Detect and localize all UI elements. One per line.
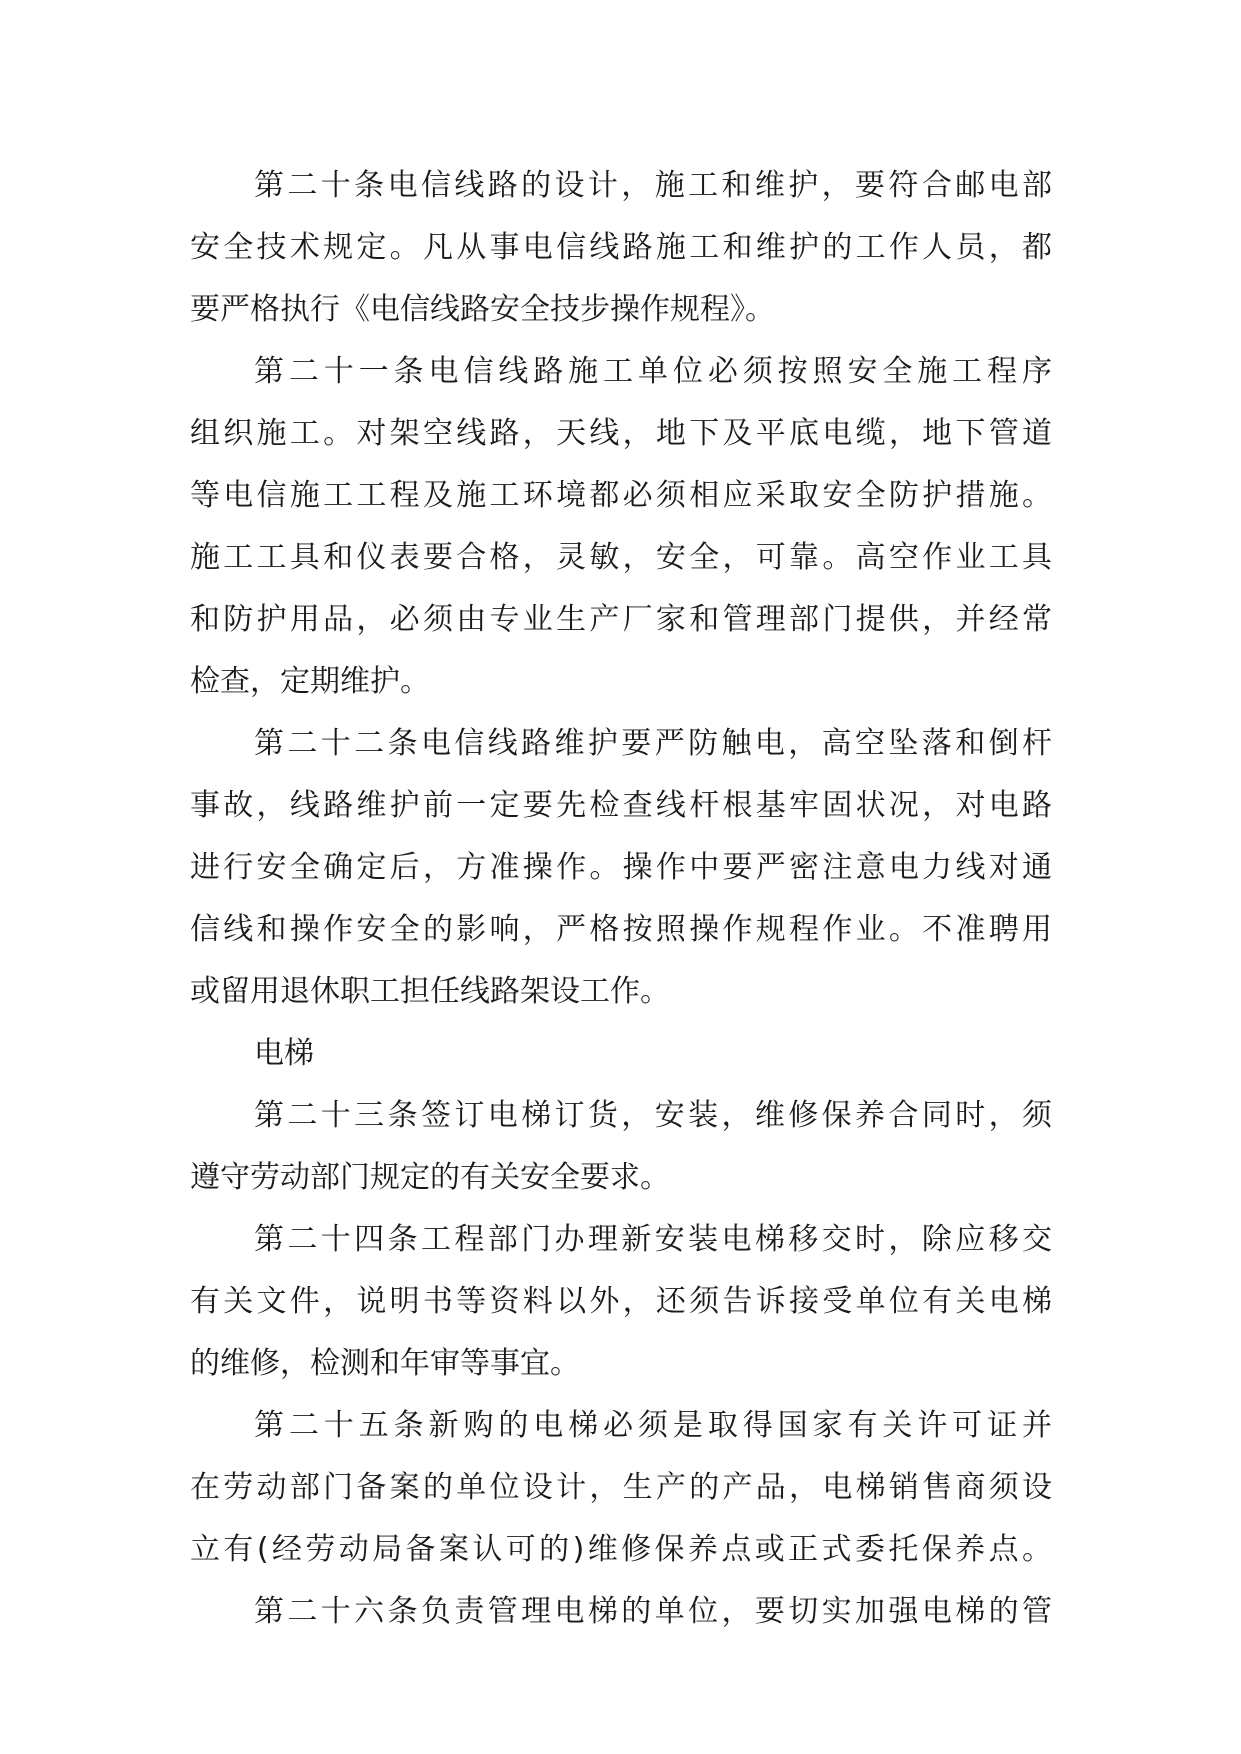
text-line: 或留用退休职工担任线路架设工作。 — [190, 974, 670, 1009]
text-line: 事故，线路维护前一定要先检查线杆根基牢固状况，对电路 — [190, 788, 1052, 823]
document-body — [190, 155, 1052, 1643]
text-line: 施工工具和仪表要合格，灵敏，安全，可靠。高空作业工具 — [190, 540, 1052, 575]
text-line: 信线和操作安全的影响，严格按照操作规程作业。不准聘用 — [190, 912, 1052, 947]
text-line: 第二十五条新购的电梯必须是取得国家有关许可证并 — [254, 1408, 1052, 1443]
text-line: 组织施工。对架空线路，天线，地下及平底电缆，地下管道 — [190, 416, 1052, 451]
text-line: 第二十条电信线路的设计，施工和维护，要符合邮电部 — [254, 168, 1052, 203]
text-line: 第二十四条工程部门办理新安装电梯移交时，除应移交 — [254, 1222, 1052, 1257]
text-line: 遵守劳动部门规定的有关安全要求。 — [190, 1160, 670, 1195]
text-line: 在劳动部门备案的单位设计，生产的产品，电梯销售商须设 — [190, 1470, 1052, 1505]
text-line: 要严格执行《电信线路安全技步操作规程》。 — [190, 292, 775, 327]
text-line: 安全技术规定。凡从事电信线路施工和维护的工作人员，都 — [190, 230, 1052, 265]
text-line: 有关文件，说明书等资料以外，还须告诉接受单位有关电梯 — [190, 1284, 1052, 1319]
text-line: 电梯 — [254, 1036, 314, 1071]
text-line: 第二十二条电信线路维护要严防触电，高空坠落和倒杆 — [254, 726, 1052, 761]
text-line: 等电信施工工程及施工环境都必须相应采取安全防护措施。 — [190, 478, 1052, 513]
text-line: 立有(经劳动局备案认可的)维修保养点或正式委托保养点。 — [190, 1532, 1052, 1567]
text-line: 和防护用品，必须由专业生产厂家和管理部门提供，并经常 — [190, 602, 1052, 637]
text-line: 第二十一条电信线路施工单位必须按照安全施工程序 — [254, 354, 1052, 389]
text-line: 进行安全确定后，方准操作。操作中要严密注意电力线对通 — [190, 850, 1052, 885]
text-line: 检查，定期维护。 — [190, 664, 430, 699]
text-line: 第二十六条负责管理电梯的单位，要切实加强电梯的管 — [254, 1594, 1052, 1629]
text-line: 的维修，检测和年审等事宜。 — [190, 1346, 580, 1381]
text-line: 第二十三条签订电梯订货，安装，维修保养合同时，须 — [254, 1098, 1052, 1133]
